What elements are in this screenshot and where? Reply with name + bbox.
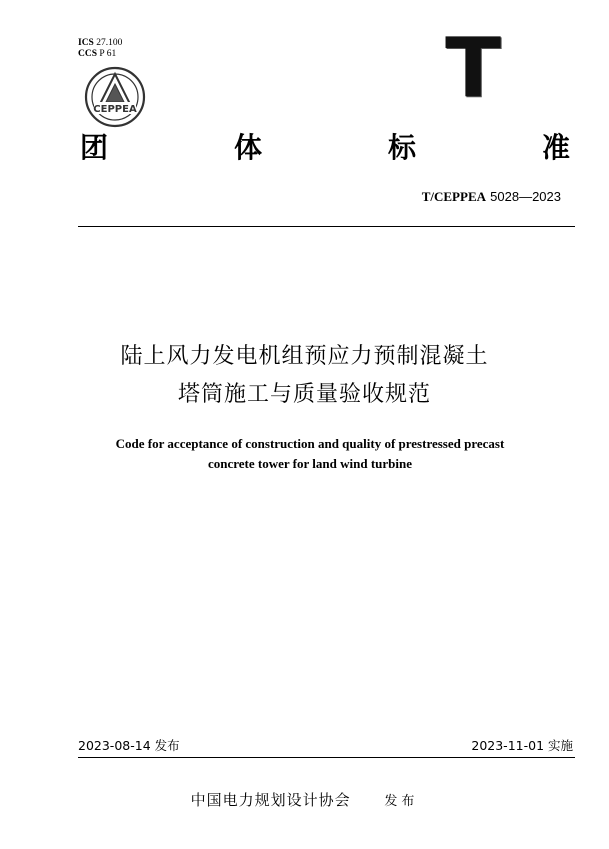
category-letter: T xyxy=(445,21,501,116)
title-cn-line-2: 塔筒施工与质量验收规范 xyxy=(177,382,431,407)
ics-label: ICS xyxy=(78,38,94,48)
category-char-4: 准 xyxy=(541,131,570,164)
ics-value: 27.100 xyxy=(96,38,123,48)
logo-lettering: CEPPEA xyxy=(93,104,137,115)
issue-date: 2023-08-14 发布 xyxy=(78,738,180,753)
ccs-label: CCS xyxy=(78,49,98,59)
footer-divider xyxy=(78,757,575,758)
title-cn-line-1: 陆上风力发电机组预应力预制混凝土 xyxy=(120,344,489,369)
publisher-line xyxy=(0,789,609,810)
title-en-line-2: concrete tower for land wind turbine xyxy=(207,456,412,471)
ccs-line xyxy=(78,49,116,60)
standard-year-number: 5028—2023 xyxy=(490,189,561,204)
category-char-1: 团 xyxy=(80,131,109,164)
category-char-2: 体 xyxy=(233,131,262,164)
standard-code: T/CEPPEA xyxy=(421,189,487,204)
publish-word: 发布 xyxy=(384,794,419,809)
title-en-line-1: Code for acceptance of construction and quality of prestressed precast xyxy=(115,436,505,451)
header-divider xyxy=(78,226,575,227)
category-char-3: 标 xyxy=(387,131,416,164)
category-title xyxy=(80,130,570,166)
ics-line xyxy=(78,38,122,49)
publisher-name: 中国电力规划设计协会 xyxy=(190,791,351,809)
association-logo xyxy=(84,66,146,128)
ccs-value: P 61 xyxy=(99,49,117,59)
standard-number xyxy=(422,189,561,205)
implement-date: 2023-11-01 实施 xyxy=(471,738,573,753)
